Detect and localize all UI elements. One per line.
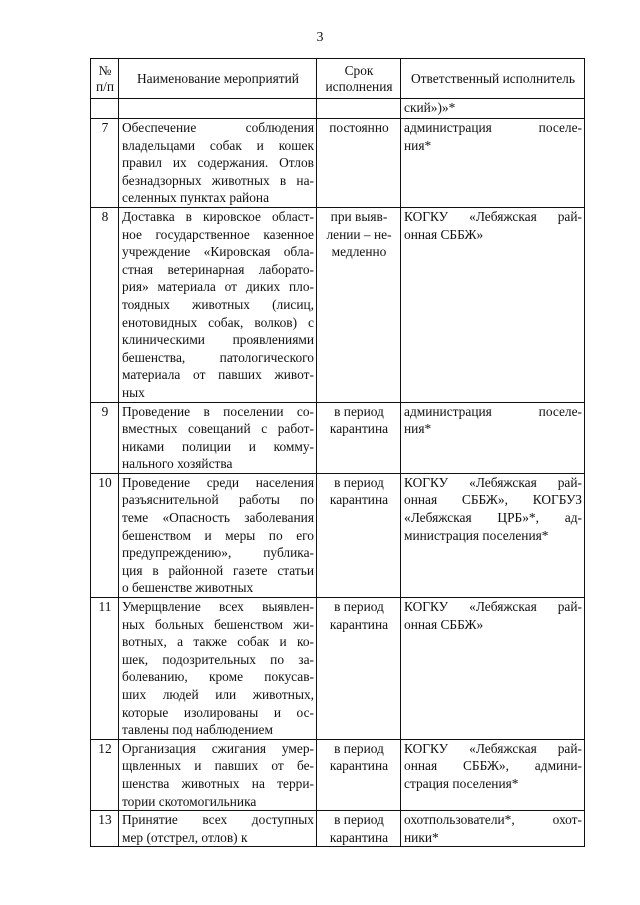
measure-name-line: болеванию, кроме покусав- <box>122 669 314 685</box>
measure-name-line: правил их содержания. Отлов <box>122 155 314 171</box>
table-row <box>91 119 585 208</box>
measure-name-line: разъяснительной работы по <box>122 492 314 508</box>
page-number: 3 <box>316 30 324 45</box>
measure-responsible-line: страция поселения* <box>404 775 519 791</box>
table-row <box>91 598 585 740</box>
measure-name-line: тавлены под наблюдением <box>122 722 273 738</box>
measure-responsible <box>401 739 585 810</box>
measure-name-line: ция в районной газете статьи <box>122 562 314 578</box>
measure-term-line: в период <box>334 474 384 490</box>
measure-name-line: тории скотомогильника <box>122 793 257 809</box>
measure-name-line: безнадзорных животных в на- <box>122 172 314 188</box>
measure-term <box>317 119 401 208</box>
measure-name-line: Умерщвление всех выявлен- <box>122 599 314 615</box>
measure-responsible-line: ния* <box>404 421 432 437</box>
measure-name-line: Проведение в поселении со- <box>122 403 314 419</box>
measure-name-line: которые изолированы и ос- <box>122 704 314 720</box>
measure-name-line: енотовидных собак, волков) с <box>122 314 314 330</box>
table-row <box>91 207 585 402</box>
measure-term-line: карантина <box>329 492 389 508</box>
measure-name-line: вместных совещаний с работ- <box>122 421 314 437</box>
row-number: 7 <box>91 119 119 208</box>
measure-name-line: предупреждению», публика- <box>122 545 314 561</box>
header-number: № п/п <box>91 59 119 99</box>
measure-responsible-line: охотпользователи*, охот- <box>404 812 582 828</box>
measure-name-line: шенства животных на терри- <box>122 775 314 791</box>
measure-term-line: в период <box>334 812 384 828</box>
row-number: 9 <box>91 402 119 473</box>
measure-name-line: бешенства, патологического <box>122 349 314 365</box>
measure-responsible-line: КОГКУ «Лебяжская рай- <box>404 208 582 224</box>
measure-name-line: ное государственное казенное <box>122 226 314 242</box>
measure-name-line: Обеспечение соблюдения <box>122 120 314 135</box>
measure-name-line: щвленных и павших от бе- <box>122 758 314 774</box>
measure-responsible-line: министрация поселения* <box>404 527 549 543</box>
measure-name-line: о бешенстве животных <box>122 580 254 596</box>
measure-responsible-line: администрация поселе- <box>404 403 582 419</box>
measure-name-line: вотных, а также собак и ко- <box>122 634 314 650</box>
measure-name-line: Проведение среди населения <box>122 474 314 490</box>
measure-responsible <box>401 402 585 473</box>
continuation-responsible: ский»)»* <box>401 99 585 119</box>
measure-name-line: Доставка в кировское област- <box>122 208 314 224</box>
measures-table <box>90 58 585 847</box>
table-row <box>91 473 585 597</box>
measure-term-line: карантина <box>329 421 389 437</box>
measure-responsible <box>401 598 585 740</box>
measure-name-line: тоядных животных (лисиц, <box>122 296 314 312</box>
measure-responsible-line: онная СББЖ» <box>404 616 484 632</box>
measure-responsible-line: «Лебяжская ЦРБ»*, ад- <box>404 510 582 526</box>
measure-term <box>317 207 401 402</box>
measure-name-line: клиническими проявлениями <box>122 332 314 348</box>
measure-responsible-line: администрация поселе- <box>404 120 582 135</box>
continuation-row <box>91 99 585 119</box>
measure-responsible-line: КОГКУ «Лебяжская рай- <box>404 599 582 615</box>
measure-name-line: бешенством и меры по его <box>122 527 314 543</box>
measure-name <box>119 119 317 208</box>
table-row <box>91 402 585 473</box>
measure-term <box>317 473 401 597</box>
measure-name-line: ших людей или животных, <box>122 687 314 702</box>
table-row <box>91 811 585 847</box>
measure-term <box>317 598 401 740</box>
measure-term-line: карантина <box>329 829 389 845</box>
measure-term-line: карантина <box>329 616 389 632</box>
measure-responsible <box>401 119 585 208</box>
measure-responsible-line: ники* <box>404 829 439 845</box>
measure-responsible <box>401 811 585 847</box>
measure-term-line: карантина <box>329 758 389 774</box>
measure-name-line: ных больных бешенством жи- <box>122 616 314 632</box>
measure-term-line: в период <box>334 599 384 615</box>
measure-name-line: нального хозяйства <box>122 456 233 472</box>
measure-name-line: селенных пунктах района <box>122 190 270 206</box>
measure-name-line: Организация сжигания умер- <box>122 740 314 756</box>
row-number: 12 <box>91 739 119 810</box>
measure-name-line: шек, подозрительных по за- <box>122 651 314 667</box>
measure-name-line: стная ветеринарная лаборато- <box>122 261 314 277</box>
row-number: 11 <box>91 598 119 740</box>
measure-name-line: мер (отстрел, отлов) к <box>122 829 248 845</box>
measure-responsible-line: КОГКУ «Лебяжская рай- <box>404 474 582 490</box>
measure-name-line: материала от павших живот- <box>122 367 314 383</box>
measure-term-line: медленно <box>331 244 387 260</box>
measure-name <box>119 598 317 740</box>
measure-name-line: рия» материала от диких пло- <box>122 279 314 295</box>
measure-term-line: лении – не- <box>326 226 392 242</box>
measure-name-line: теме «Опасность заболевания <box>122 510 314 526</box>
measure-term-line: в период <box>334 740 384 756</box>
measure-responsible <box>401 473 585 597</box>
table-header-row <box>91 59 585 99</box>
row-number: 8 <box>91 207 119 402</box>
measure-name <box>119 473 317 597</box>
measure-name <box>119 811 317 847</box>
row-number: 13 <box>91 811 119 847</box>
measure-name <box>119 402 317 473</box>
measure-responsible-line: КОГКУ «Лебяжская рай- <box>404 740 582 756</box>
measure-term-line: при выяв- <box>330 208 388 224</box>
row-number: 10 <box>91 473 119 597</box>
measure-term <box>317 739 401 810</box>
measure-responsible-line: онная СББЖ» <box>404 226 484 242</box>
measure-term-line: в период <box>334 403 384 419</box>
measure-responsible-line: ния* <box>404 137 432 153</box>
measure-term <box>317 811 401 847</box>
measure-name-line: ных <box>122 384 145 400</box>
measure-name-line: никами полиции и комму- <box>122 438 314 454</box>
measure-term-line: постоянно <box>329 120 389 135</box>
header-name: Наименование мероприятий <box>119 59 317 99</box>
measure-responsible <box>401 207 585 402</box>
header-term: Срок исполнения <box>317 59 401 99</box>
table-row <box>91 739 585 810</box>
measure-responsible-line: онная СББЖ», КОГБУЗ <box>404 492 582 508</box>
measure-name-line: Принятие всех доступных <box>122 812 314 828</box>
measure-name <box>119 739 317 810</box>
measure-name-line: владельцами собак и кошек <box>122 137 314 153</box>
header-responsible: Ответственный исполнитель <box>401 59 585 99</box>
measure-name <box>119 207 317 402</box>
measure-term <box>317 402 401 473</box>
measure-name-line: учреждение «Кировская обла- <box>122 244 314 260</box>
measure-responsible-line: онная СББЖ», админи- <box>404 758 582 774</box>
